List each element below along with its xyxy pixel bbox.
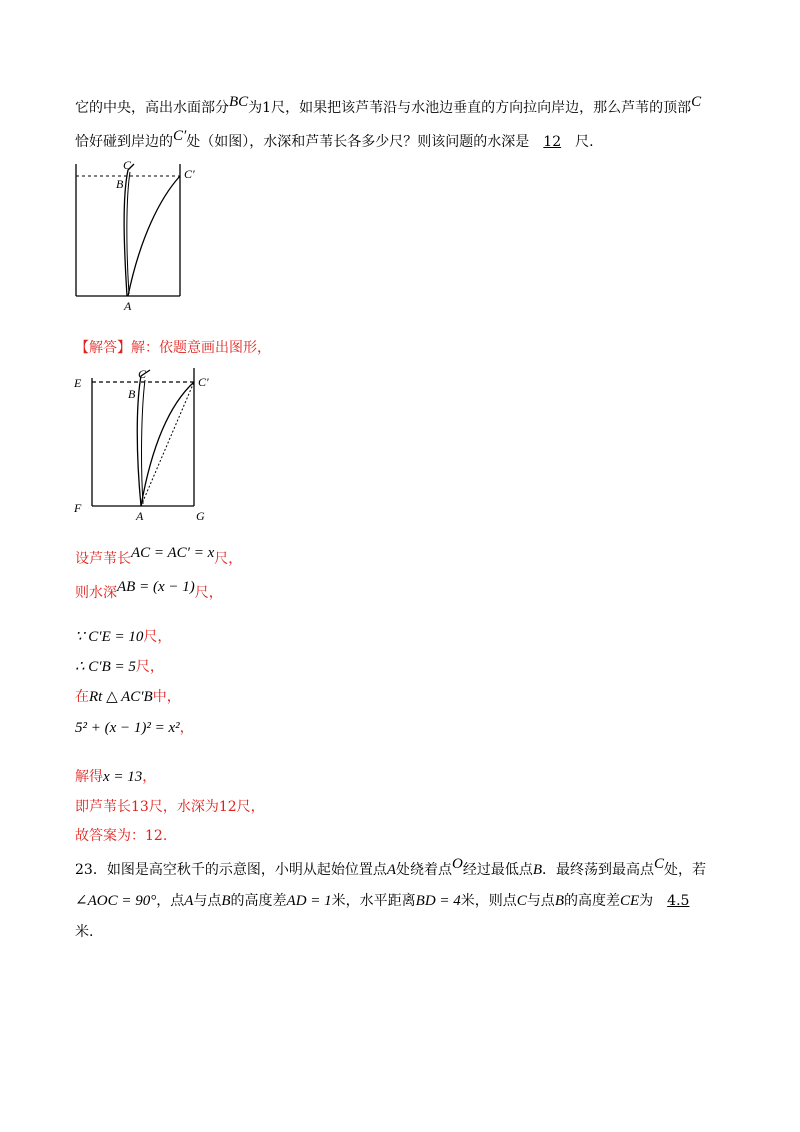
solution-step-6 (75, 718, 194, 738)
text: 中， (152, 689, 181, 705)
text: 的高度差 (563, 893, 620, 909)
math: B (221, 893, 231, 909)
problem23-line3: 米. (75, 924, 94, 940)
text: 则水深 (75, 585, 117, 601)
answer-blank: 12 (543, 134, 562, 150)
solution-step-3 (75, 627, 171, 647)
label-b: B (116, 177, 124, 191)
text: 米，水平距离 (331, 893, 416, 909)
text: 为1尺，如果把该芦苇沿与水池边垂直的方向拉向岸边，那么芦苇的顶部 (248, 100, 692, 116)
text: ．最终荡到最高点 (542, 862, 655, 878)
text: 在 (75, 689, 89, 705)
label-c-prime: C′ (184, 167, 195, 181)
math: 5² + (x − 1)² = x² (75, 720, 180, 736)
math: C (654, 856, 665, 872)
solution-step-9: 故答案为：12. (75, 828, 168, 844)
text: 解得 (75, 769, 103, 785)
label-g: G (196, 509, 205, 522)
solution-header: 【解答】解：依题意画出图形， (75, 340, 271, 356)
math-c: C (691, 94, 702, 110)
math: ∠AOC = 90° (75, 893, 157, 909)
unit: 尺， (135, 659, 164, 675)
unit: 尺， (214, 551, 243, 567)
math: A (386, 862, 396, 878)
problem23-line2 (75, 891, 695, 911)
text: 的高度差 (230, 893, 287, 909)
answer-blank: 4.5 (667, 893, 690, 909)
label-b: B (128, 387, 136, 401)
math: B (532, 862, 543, 878)
pond-figure-2 (70, 364, 220, 522)
math: A (184, 893, 194, 909)
punct: ， (179, 720, 194, 736)
unit: 尺， (194, 585, 223, 601)
solution-step-2 (75, 579, 223, 603)
math: C (516, 893, 527, 909)
text: 处绕着点 (396, 862, 452, 878)
solution-step-7 (75, 767, 156, 787)
text: 与点 (526, 893, 555, 909)
label-c: C (138, 367, 147, 381)
math: BD = 4 (415, 893, 461, 909)
label-c: C (123, 158, 132, 172)
math: B (554, 893, 564, 909)
text: ，点 (156, 893, 185, 909)
label-e: E (74, 376, 82, 390)
text: 与点 (193, 893, 222, 909)
math: ∵ C′E = 10 (75, 629, 144, 645)
label-a: A (124, 299, 132, 313)
math: AC = AC′ = x (131, 545, 215, 561)
solution-step-4 (75, 657, 164, 677)
text: 处（如图），水深和芦苇长各多少尺？则该问题的水深是 (186, 134, 530, 150)
math: AB = (x − 1) (117, 579, 195, 595)
problem22-line1 (75, 94, 702, 118)
text: 23．如图是高空秋千的示意图，小明从起始位置点 (75, 862, 387, 878)
math-bc: BC (229, 94, 249, 110)
math: CE (619, 893, 640, 909)
solution-step-1 (75, 545, 243, 569)
pond-figure-1 (70, 158, 210, 313)
text: 它的中央，高出水面部分 (75, 100, 229, 116)
text: 米，则点 (460, 893, 517, 909)
problem23-line1 (75, 856, 707, 880)
problem22-line2 (75, 128, 594, 152)
math: AD = 1 (286, 893, 332, 909)
solution-step-8: 即芦苇长13尺，水深为12尺， (75, 799, 265, 815)
text: 处，若 (664, 862, 707, 878)
label-c-prime: C′ (198, 375, 209, 389)
label-f: F (74, 501, 82, 515)
math: O (452, 856, 463, 872)
math: ∴ C′B = 5 (75, 659, 136, 675)
solution-step-5 (75, 687, 181, 707)
text: 为 (639, 893, 654, 909)
unit: 尺， (143, 629, 172, 645)
text: 设芦苇长 (75, 551, 131, 567)
text: 恰好碰到岸边的 (75, 134, 173, 150)
text: 经过最低点 (462, 862, 533, 878)
punct: ， (142, 769, 157, 785)
math: x = 13 (103, 769, 143, 785)
text: 尺. (575, 134, 594, 150)
label-a: A (136, 509, 144, 522)
math: Rt △ AC′B (89, 689, 153, 705)
math-c-prime: C′ (173, 128, 187, 144)
